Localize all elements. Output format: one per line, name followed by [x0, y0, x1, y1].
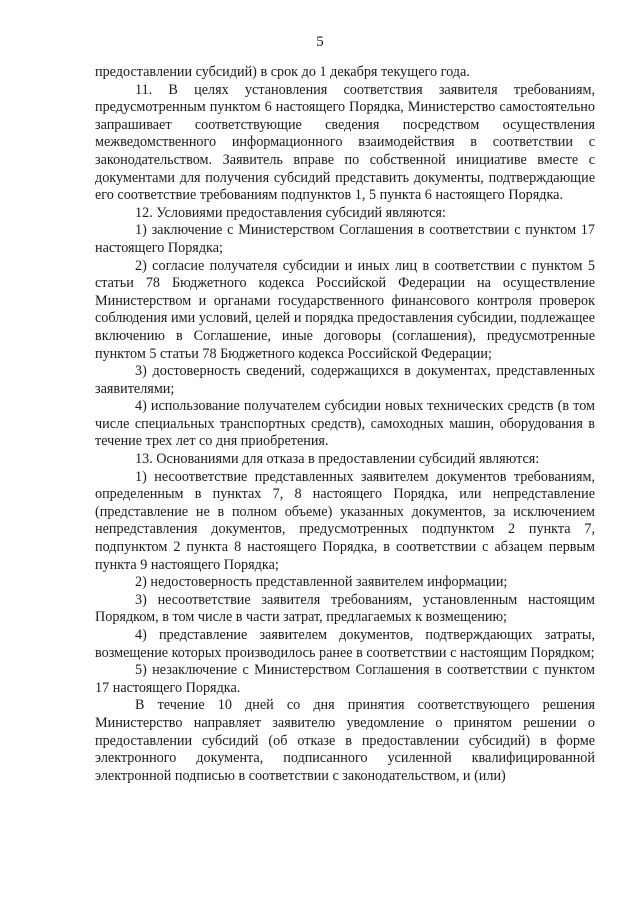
paragraph-refusal-2: 2) недостоверность представленной заявителем информации;	[135, 574, 508, 591]
page-number: 5	[316, 34, 324, 50]
paragraph-refusal-5: 5) незаключение с Министерством Соглашения в соответствии с пунктом 17 настоящего Порядка.	[95, 662, 595, 696]
paragraph-item-12-heading: 12. Условиями предоставления субсидий являются:	[135, 204, 446, 221]
paragraph-item-13-heading: 13. Основаниями для отказа в предоставлении субсидий являются:	[135, 451, 540, 468]
paragraph-condition-3: 3) достоверность сведений, содержащихся в документах, представленных заявителями;	[95, 363, 595, 397]
document-body	[95, 64, 595, 785]
paragraph-item-11: 11. В целях установления соответствия заявителя требованиям, предусмотренным пунктом 6 настоящего Порядка, Министерство самостоятельно запрашивает соответствующие сведения посредством осуществления межведомственного информационного взаимодействия в соответствии с законодательством. Заявитель вправе по собственной инициативе вместе с документами для получения субсидий представить документы, подтверждающие его соответствие требованиям подпунктов 1, 5 пункта 6 настоящего Порядка.	[95, 81, 595, 204]
paragraph-notification: В течение 10 дней со дня принятия соответствующего решения Министерство направляет заявителю уведомление о принятом решении о предоставлении субсидий (об отказе в предоставлении субсидий) в форме электронного документа, подписанного усиленной квалифицированной электронной подписью в соответствии с законодательством, и (или)	[95, 697, 595, 784]
paragraph-condition-4: 4) использование получателем субсидии новых технических средств (в том числе специальных транспортных средств), самоходных машин, оборудования в течение трех лет со дня приобретения.	[95, 398, 595, 450]
paragraph-condition-2: 2) согласие получателя субсидии и иных лиц в соответствии с пунктом 5 статьи 78 Бюджетного кодекса Российской Федерации на осуществление Министерством и органами государственного финансового контроля проверок соблюдения ими условий, целей и порядка предоставления субсидии, подлежащее включению в Соглашение, иные договоры (соглашения), предусмотренные пунктом 5 статьи 78 Бюджетного кодекса Российской Федерации;	[95, 257, 595, 362]
paragraph-condition-1: 1) заключение с Министерством Соглашения в соответствии с пунктом 17 настоящего Порядка;	[95, 222, 595, 256]
paragraph-refusal-1: 1) несоответствие представленных заявителем документов требованиям, определенным в пунктах 7, 8 настоящего Порядка, или непредставление (представление не в полном объеме) указанных документов, за исключением непредставления документов, предусмотренных подпунктом 2 пункта 7, подпунктом 2 пункта 8 настоящего Порядка, в соответствии с абзацем первым пункта 9 настоящего Порядка;	[95, 468, 595, 573]
paragraph-refusal-3: 3) несоответствие заявителя требованиям, установленным настоящим Порядком, в том числе в части затрат, предлагаемых к возмещению;	[95, 591, 595, 626]
paragraph-refusal-4: 4) представление заявителем документов, подтверждающих затраты, возмещение которых производилось ранее в соответствии с настоящим Порядком;	[95, 627, 595, 661]
paragraph-continuation: предоставлении субсидий) в срок до 1 декабря текущего года.	[95, 64, 470, 80]
